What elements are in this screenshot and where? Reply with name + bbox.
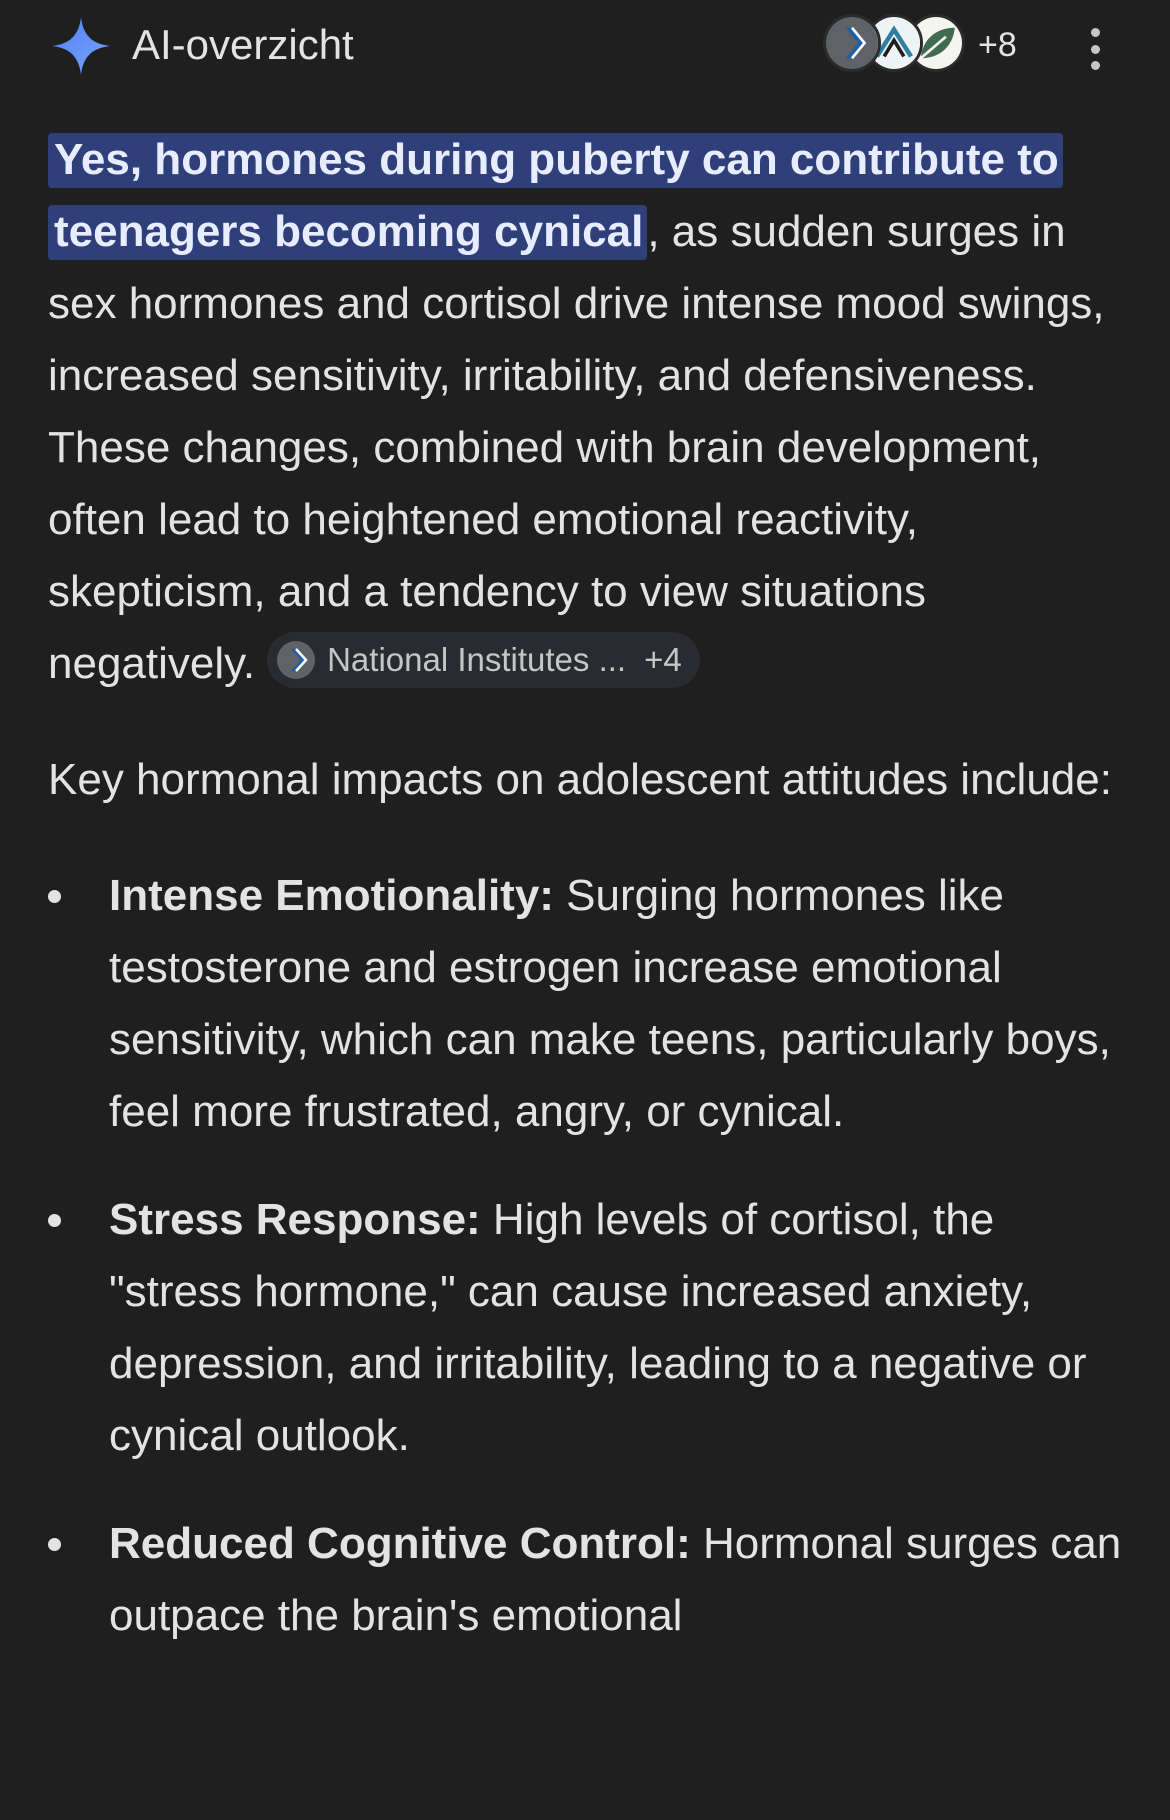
point-term: Stress Response: [109,1195,481,1244]
answer-highlight: Yes, hormones during puberty can contribute to teenagers becoming cynical [48,133,1063,260]
source-nih-icon [277,641,315,679]
point-term: Intense Emotionality: [109,871,554,920]
more-sources-count[interactable]: +8 [978,26,1017,64]
ai-overview-title: AI-overzicht [132,21,354,68]
bullet-icon [48,1538,61,1551]
point-text: High levels of cortisol, the "stress hormone," can cause increased anxiety, depression, and irritability, leading to a negative or cynical outlook. [109,1195,1087,1460]
citation-label: National Institutes ... [327,641,627,679]
source-nih-icon[interactable] [823,14,881,72]
point-text: Hormonal surges can outpace the brain's emotional [109,1519,1122,1640]
bullet-icon [48,890,61,903]
list-item [48,1508,1128,1652]
point-term: Reduced Cognitive Control: [109,1519,691,1568]
answer-paragraph [48,124,1128,700]
source-avatars[interactable] [823,12,983,78]
kebab-menu-icon[interactable] [1078,24,1112,74]
intro-text: Key hormonal impacts on adolescent attitudes include: [48,755,1112,804]
citation-count: +4 [644,641,682,679]
list-item [48,1184,1128,1472]
point-text: Surging hormones like testosterone and estrogen increase emotional sensitivity, which can make teens, particularly boys, feel more frustrated, angry, or cynical. [109,871,1111,1136]
gemini-spark-icon [50,15,112,77]
list-item [48,860,1128,1148]
bullet-icon [48,1214,61,1227]
ai-overview-content [48,124,1128,1688]
citation-chip[interactable] [267,632,700,688]
key-points-list [48,860,1128,1652]
ai-overview-header [0,0,1170,96]
answer-text: , as sudden surges in sex hormones and cortisol drive intense mood swings, increased sensitivity, irritability, and defensiveness. These changes, combined with brain development, often lead to heightened emotional reactivity, skepticism, and a tendency to view situations negatively. [48,207,1105,688]
